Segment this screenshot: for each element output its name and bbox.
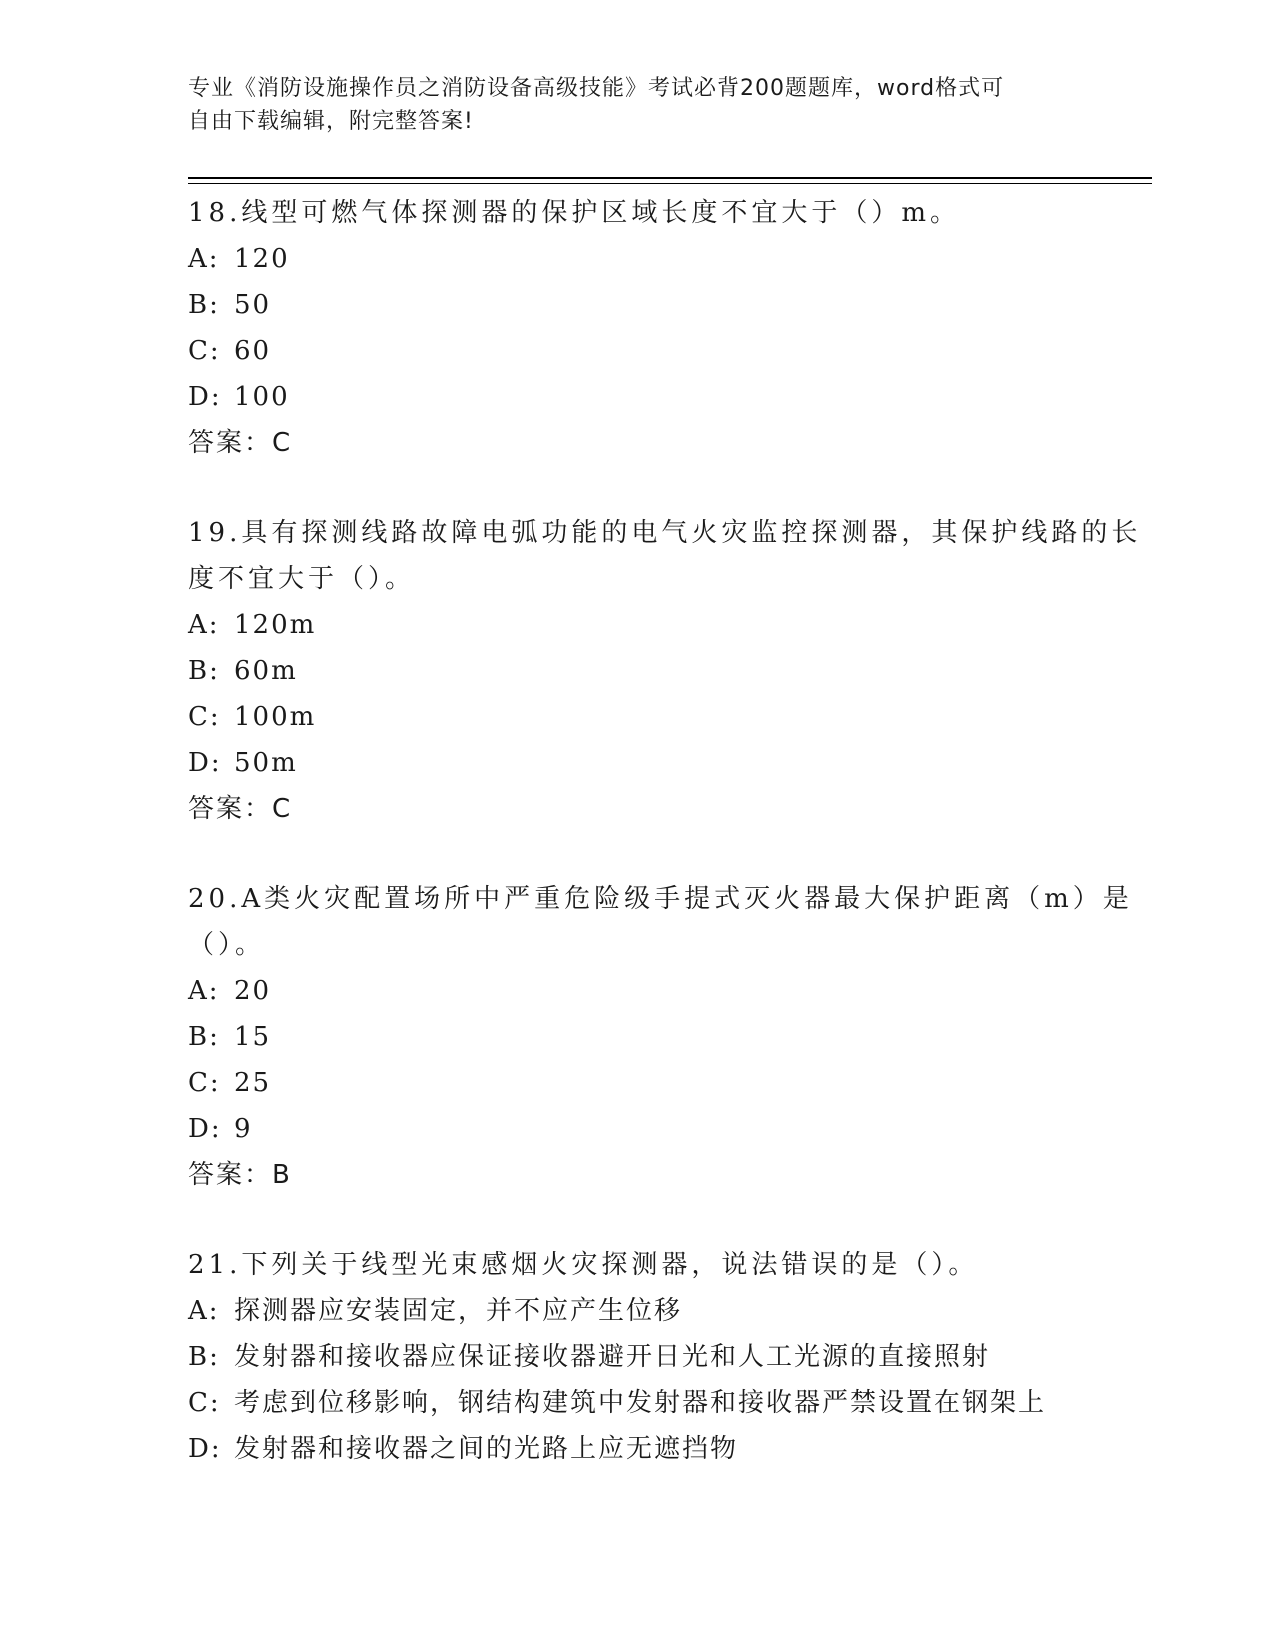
option-text: 考虑到位移影响，钢结构建筑中发射器和接收器严禁设置在钢架上 [234, 1388, 1047, 1418]
option-d [188, 1426, 1148, 1472]
option-label: D: [188, 1434, 222, 1464]
option-label: D: [188, 748, 222, 778]
question-18 [188, 190, 1148, 466]
option-a [188, 602, 1148, 648]
question-stem: 18.线型可燃气体探测器的保护区域长度不宜大于（）m。 [188, 198, 961, 228]
question-stem: 20.A类火灾配置场所中严重危险级手提式灭火器最大保护距离（m）是（）。 [188, 884, 1133, 960]
option-text: 20 [234, 976, 272, 1006]
header-title-line-2: 自由下载编辑，附完整答案! [188, 109, 474, 134]
option-text: 60 [234, 336, 272, 366]
option-b [188, 1014, 1148, 1060]
option-text: 发射器和接收器之间的光路上应无遮挡物 [234, 1434, 739, 1464]
option-a [188, 236, 1148, 282]
option-label: C: [188, 1068, 221, 1098]
answer-line: 答案：C [188, 794, 293, 824]
option-text: 25 [234, 1068, 272, 1098]
option-label: B: [188, 290, 220, 320]
question-20 [188, 876, 1148, 1198]
option-label: A: [188, 976, 220, 1006]
option-c [188, 1060, 1148, 1106]
question-19 [188, 510, 1148, 832]
option-text: 50m [234, 748, 298, 778]
option-b [188, 282, 1148, 328]
header-divider-thick [188, 177, 1152, 179]
answer-line: 答案：B [188, 1160, 292, 1190]
question-stem: 19.具有探测线路故障电弧功能的电气火灾监控探测器，其保护线路的长度不宜大于（）。 [188, 518, 1142, 594]
option-text: 50 [234, 290, 272, 320]
answer-line: 答案：C [188, 428, 293, 458]
question-21 [188, 1242, 1148, 1472]
option-text: 120 [234, 244, 290, 274]
option-b [188, 1334, 1148, 1380]
option-label: D: [188, 1114, 222, 1144]
option-c [188, 694, 1148, 740]
option-d [188, 1106, 1148, 1152]
option-label: A: [188, 244, 220, 274]
option-text: 100 [234, 382, 290, 412]
option-label: C: [188, 1388, 221, 1418]
option-label: A: [188, 1296, 220, 1326]
header-divider-thin [188, 183, 1152, 184]
option-text: 探测器应安装固定，并不应产生位移 [234, 1296, 683, 1326]
option-label: B: [188, 1022, 220, 1052]
option-label: B: [188, 656, 220, 686]
option-label: C: [188, 702, 221, 732]
option-a [188, 1288, 1148, 1334]
document-header [188, 72, 1088, 138]
option-a [188, 968, 1148, 1014]
option-d [188, 740, 1148, 786]
option-text: 120m [234, 610, 317, 640]
question-stem: 21.下列关于线型光束感烟火灾探测器，说法错误的是（）。 [188, 1250, 979, 1280]
header-title-line-1: 专业《消防设施操作员之消防设备高级技能》考试必背200题题库，word格式可 [188, 76, 1005, 101]
option-c [188, 1380, 1148, 1426]
option-label: B: [188, 1342, 220, 1372]
option-text: 100m [234, 702, 317, 732]
option-text: 9 [234, 1114, 253, 1144]
option-d [188, 374, 1148, 420]
question-list [188, 190, 1148, 1516]
option-text: 15 [234, 1022, 272, 1052]
option-b [188, 648, 1148, 694]
option-label: A: [188, 610, 220, 640]
option-c [188, 328, 1148, 374]
option-label: C: [188, 336, 221, 366]
option-text: 60m [234, 656, 298, 686]
option-text: 发射器和接收器应保证接收器避开日光和人工光源的直接照射 [234, 1342, 991, 1372]
option-label: D: [188, 382, 222, 412]
